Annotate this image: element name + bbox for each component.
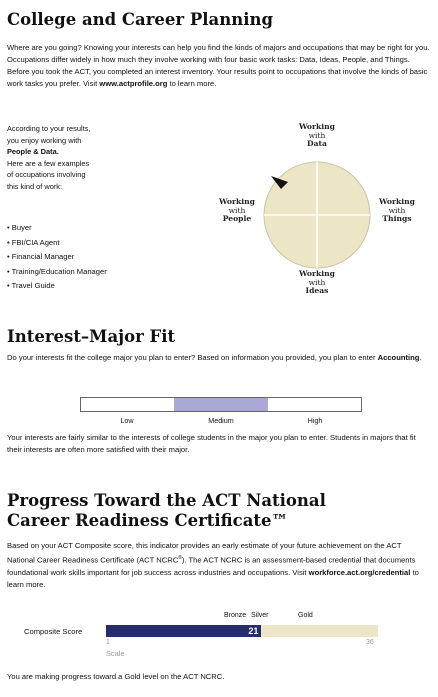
composite-score-bar [106, 625, 261, 637]
scale-min-label: 1 [106, 639, 110, 646]
ncrc-description: Based on your ACT Composite score, this indicator provides an early estimate of your future achievement on the ACT National Career Readiness Certificate (ACT NCRC®). The ACT NCRC is an assessment-based credential that documents foundational work skills important for job success across industries and occupations. Visit workforce.act.org/credential to learn more. [7, 541, 419, 589]
section-title-college-career: College and Career Planning [7, 10, 274, 29]
major-fit-summary: Your interests are fairly similar to the interests of college students in the major you plan to enter. Students in majors that fit their interests are often more satisfied with their major. [7, 433, 416, 454]
workforce-link[interactable]: workforce.act.org/credential [308, 567, 411, 577]
results-summary: According to your results, you enjoy working with People & Data. Here are a few examples of occupations involving this kind of work: [7, 124, 91, 191]
fit-scale-high [268, 398, 361, 411]
results-emphasis: People & Data. [7, 147, 59, 156]
fit-label-low: Low [120, 416, 134, 425]
fit-label-medium: Medium [208, 416, 234, 425]
fit-scale-medium [174, 398, 267, 411]
section-title-interest-major-fit: Interest–Major Fit [7, 327, 176, 346]
college-career-intro: Where are you going? Knowing your interests can help you find the kinds of majors and occupations that may be right for you. Occupations differ widely in how much they involve working with four basic work tasks: Data, Ideas, People, and Things. Before you took the ACT, you completed an interest inventory. Your results point to occupations that involve the kinds of basic work tasks you prefer. Visit www.actprofile.org to learn more. [7, 43, 430, 88]
list-item: • Training/Education Manager [7, 265, 167, 280]
fit-scale-low [81, 398, 174, 411]
list-item: • FBI/CIA Agent [7, 236, 167, 251]
fit-label-high: High [307, 416, 323, 425]
level-label-gold: Gold [298, 612, 313, 619]
wheel-label-ideas: Working with Ideas [299, 269, 335, 296]
level-label-silver: Silver [251, 612, 269, 619]
level-label-bronze: Bronze [224, 612, 247, 619]
actprofile-link[interactable]: www.actprofile.org [99, 79, 168, 88]
interest-wheel [262, 160, 372, 270]
wheel-label-things: Working with Things [379, 197, 415, 224]
wheel-label-people: Working with People [219, 197, 255, 224]
occupation-list [7, 221, 167, 294]
list-item: • Buyer [7, 221, 167, 236]
ncrc-summary: You are making progress toward a Gold level on the ACT NCRC. [7, 672, 225, 681]
list-item: • Travel Guide [7, 279, 167, 294]
major-fit-question: Do your interests fit the college major you plan to enter? Based on information you provided, you plan to enter Accounting. [7, 353, 422, 362]
list-item: • Financial Manager [7, 250, 167, 265]
section-title-ncrc: Progress Toward the ACT National Career Readiness Certificate™ [7, 491, 326, 530]
scale-caption: Scale [106, 649, 125, 658]
composite-score-label: Composite Score [24, 627, 83, 636]
composite-score-track [106, 625, 378, 637]
planned-major: Accounting [377, 353, 420, 362]
fit-scale [80, 397, 362, 412]
scale-max-label: 36 [366, 639, 374, 646]
composite-score-value: 21 [248, 626, 259, 636]
wheel-label-data: Working with Data [299, 122, 335, 149]
